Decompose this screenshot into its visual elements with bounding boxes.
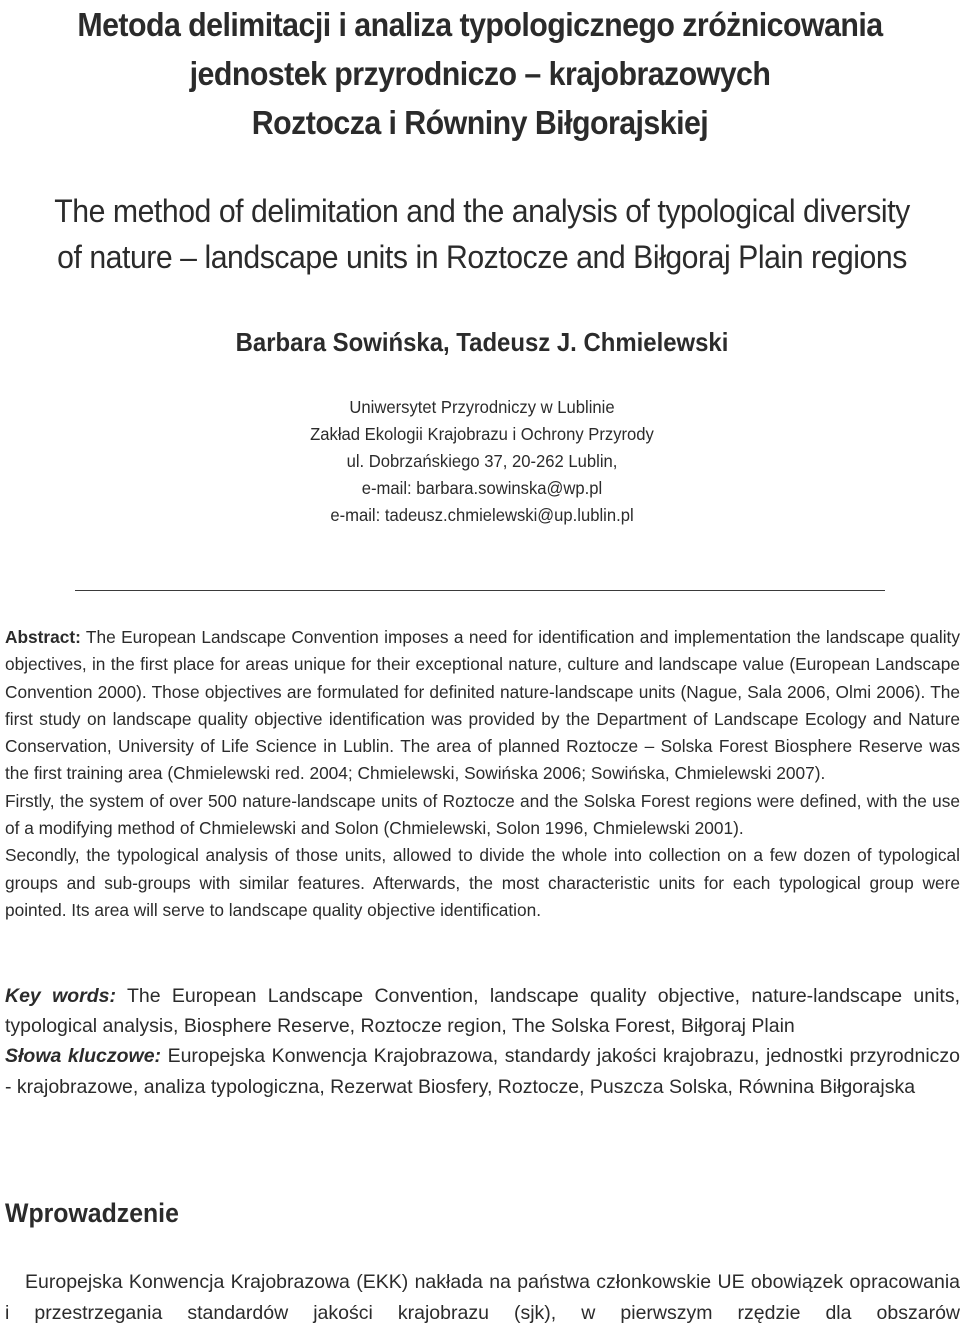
abstract-text: The European Landscape Convention imposes a need for identification and implementation the landscape quality objectives, in the first place for areas unique for their exceptional nature, culture and landscape value (European Landscape Convention 2000). Those objectives are formulated for definited nature-landscape units (Nague, Sala 2006, Olmi 2006). The first study on landscape quality objective identification was provided by the Department of Landscape Ecology and Nature Conservation, University of Life Science in Lublin. The area of planned Roztocze – Solska Forest Biosphere Reserve was the first training area (Chmielewski red. 2004; Chmielewski, Sowińska 2006; Sowińska, Chmielewski 2007). [5, 627, 960, 784]
keywords-en [5, 981, 960, 1041]
polish-title-line: Roztocza i Równiny Biłgorajskiej [251, 104, 709, 141]
affiliation-email-2: e-mail: tadeusz.chmielewski@up.lublin.pl [330, 505, 634, 525]
keywords-label: Key words: [5, 985, 116, 1007]
authors: Barbara Sowińska, Tadeusz J. Chmielewski [235, 327, 729, 357]
abstract-paragraph: Secondly, the typological analysis of those units, allowed to divide the whole into collection on a few dozen of typological groups and sub-groups with similar features. Afterwards, the most characteristic units for each typological group were pointed. Its area will serve to landscape quality objective identification. [5, 845, 960, 920]
section-heading: Wprowadzenie [5, 1198, 179, 1228]
keywords-block [5, 981, 960, 1102]
abstract-paragraph: Firstly, the system of over 500 nature-landscape units of Roztocze and the Solska Forest regions were defined, with the use of a modifying method of Chmielewski and Solon (Chmielewski, Solon 1996, Chmielewski 2001). [5, 790, 960, 839]
separator-line [75, 590, 885, 591]
english-title-line: of nature – landscape units in Roztocze and Biłgoraj Plain regions [57, 239, 907, 275]
affiliation-address: ul. Dobrzańskiego 37, 20-262 Lublin, [346, 451, 618, 471]
affiliation-university: Uniwersytet Przyrodniczy w Lublinie [349, 397, 615, 417]
polish-title-line: Metoda delimitacji i analiza typologicznego zróżnicowania [77, 6, 883, 43]
affiliation-department: Zakład Ekologii Krajobrazu i Ochrony Przyrody [310, 424, 654, 444]
keywords-text: The European Landscape Convention, landscape quality objective, nature-landscape units, typological analysis, Biosphere Reserve, Roztocze region, The Solska Forest, Biłgoraj Plain [5, 985, 960, 1038]
polish-title [38, 0, 921, 147]
english-title [34, 188, 931, 280]
abstract-paragraph [5, 624, 960, 788]
affiliation [24, 394, 940, 529]
keywords-pl [5, 1041, 960, 1101]
abstract [5, 624, 960, 924]
affiliation-email-1: e-mail: barbara.sowinska@wp.pl [361, 478, 603, 498]
abstract-label: Abstract: [5, 627, 81, 647]
polish-title-line: jednostek przyrodniczo – krajobrazowych [189, 55, 771, 92]
keywords-pl-text: Europejska Konwencja Krajobrazowa, standardy jakości krajobrazu, jednostki przyrodniczo - krajobrazowe, analiza typologiczna, Rezerwat Biosfery, Roztocze, Puszcza Solska, Równina Biłgorajska [5, 1045, 960, 1098]
english-title-line: The method of delimitation and the analysis of typological diversity [54, 193, 910, 229]
keywords-pl-label: Słowa kluczowe: [5, 1045, 162, 1068]
section-text: Europejska Konwencja Krajobrazowa (EKK) nakłada na państwa członkowskie UE obowiązek opracowania i przestrzegania standardów jakości krajobrazu (sjk), w pierwszym rzędzie dla obszarów [5, 1271, 960, 1324]
